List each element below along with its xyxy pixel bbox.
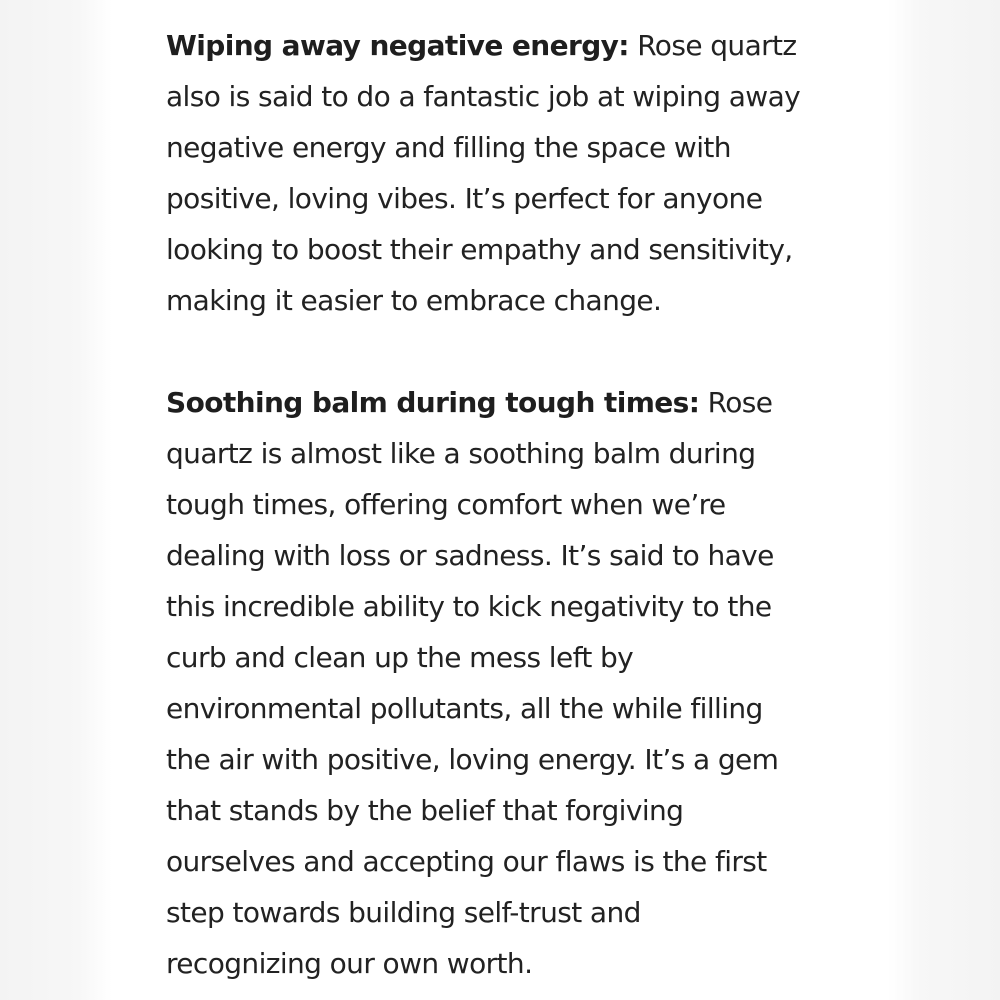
text-line: positive, loving vibes. It’s perfect for anyone <box>166 182 763 215</box>
text-line: making it easier to embrace change. <box>166 284 662 317</box>
text-line: curb and clean up the mess left by <box>166 641 634 674</box>
text-line: recognizing our own worth. <box>166 947 533 980</box>
paragraph-wiping-away-negative-energy <box>166 20 866 326</box>
text-line: step towards building self-trust and <box>166 896 641 929</box>
text-line: ourselves and accepting our flaws is the first <box>166 845 767 878</box>
paragraph-first-line <box>166 20 866 71</box>
text-line: the air with positive, loving energy. It’s a gem <box>166 743 779 776</box>
text-line: environmental pollutants, all the while filling <box>166 692 763 725</box>
text-line: looking to boost their empathy and sensitivity, <box>166 233 793 266</box>
heading-continuation: Rose <box>699 386 773 419</box>
section-heading: Soothing balm during tough times: <box>166 386 700 419</box>
text-line: that stands by the belief that forgiving <box>166 794 684 827</box>
text-line: quartz is almost like a soothing balm during <box>166 437 756 470</box>
article-content <box>166 20 866 989</box>
heading-continuation: Rose quartz <box>628 29 797 62</box>
paragraph-first-line <box>166 377 866 428</box>
paragraph-soothing-balm <box>166 377 866 989</box>
text-line: dealing with loss or sadness. It’s said to have <box>166 539 774 572</box>
text-line: this incredible ability to kick negativity to the <box>166 590 772 623</box>
section-heading: Wiping away negative energy: <box>166 29 629 62</box>
text-line: also is said to do a fantastic job at wiping away <box>166 80 801 113</box>
text-line: negative energy and filling the space with <box>166 131 731 164</box>
text-line: tough times, offering comfort when we’re <box>166 488 726 521</box>
